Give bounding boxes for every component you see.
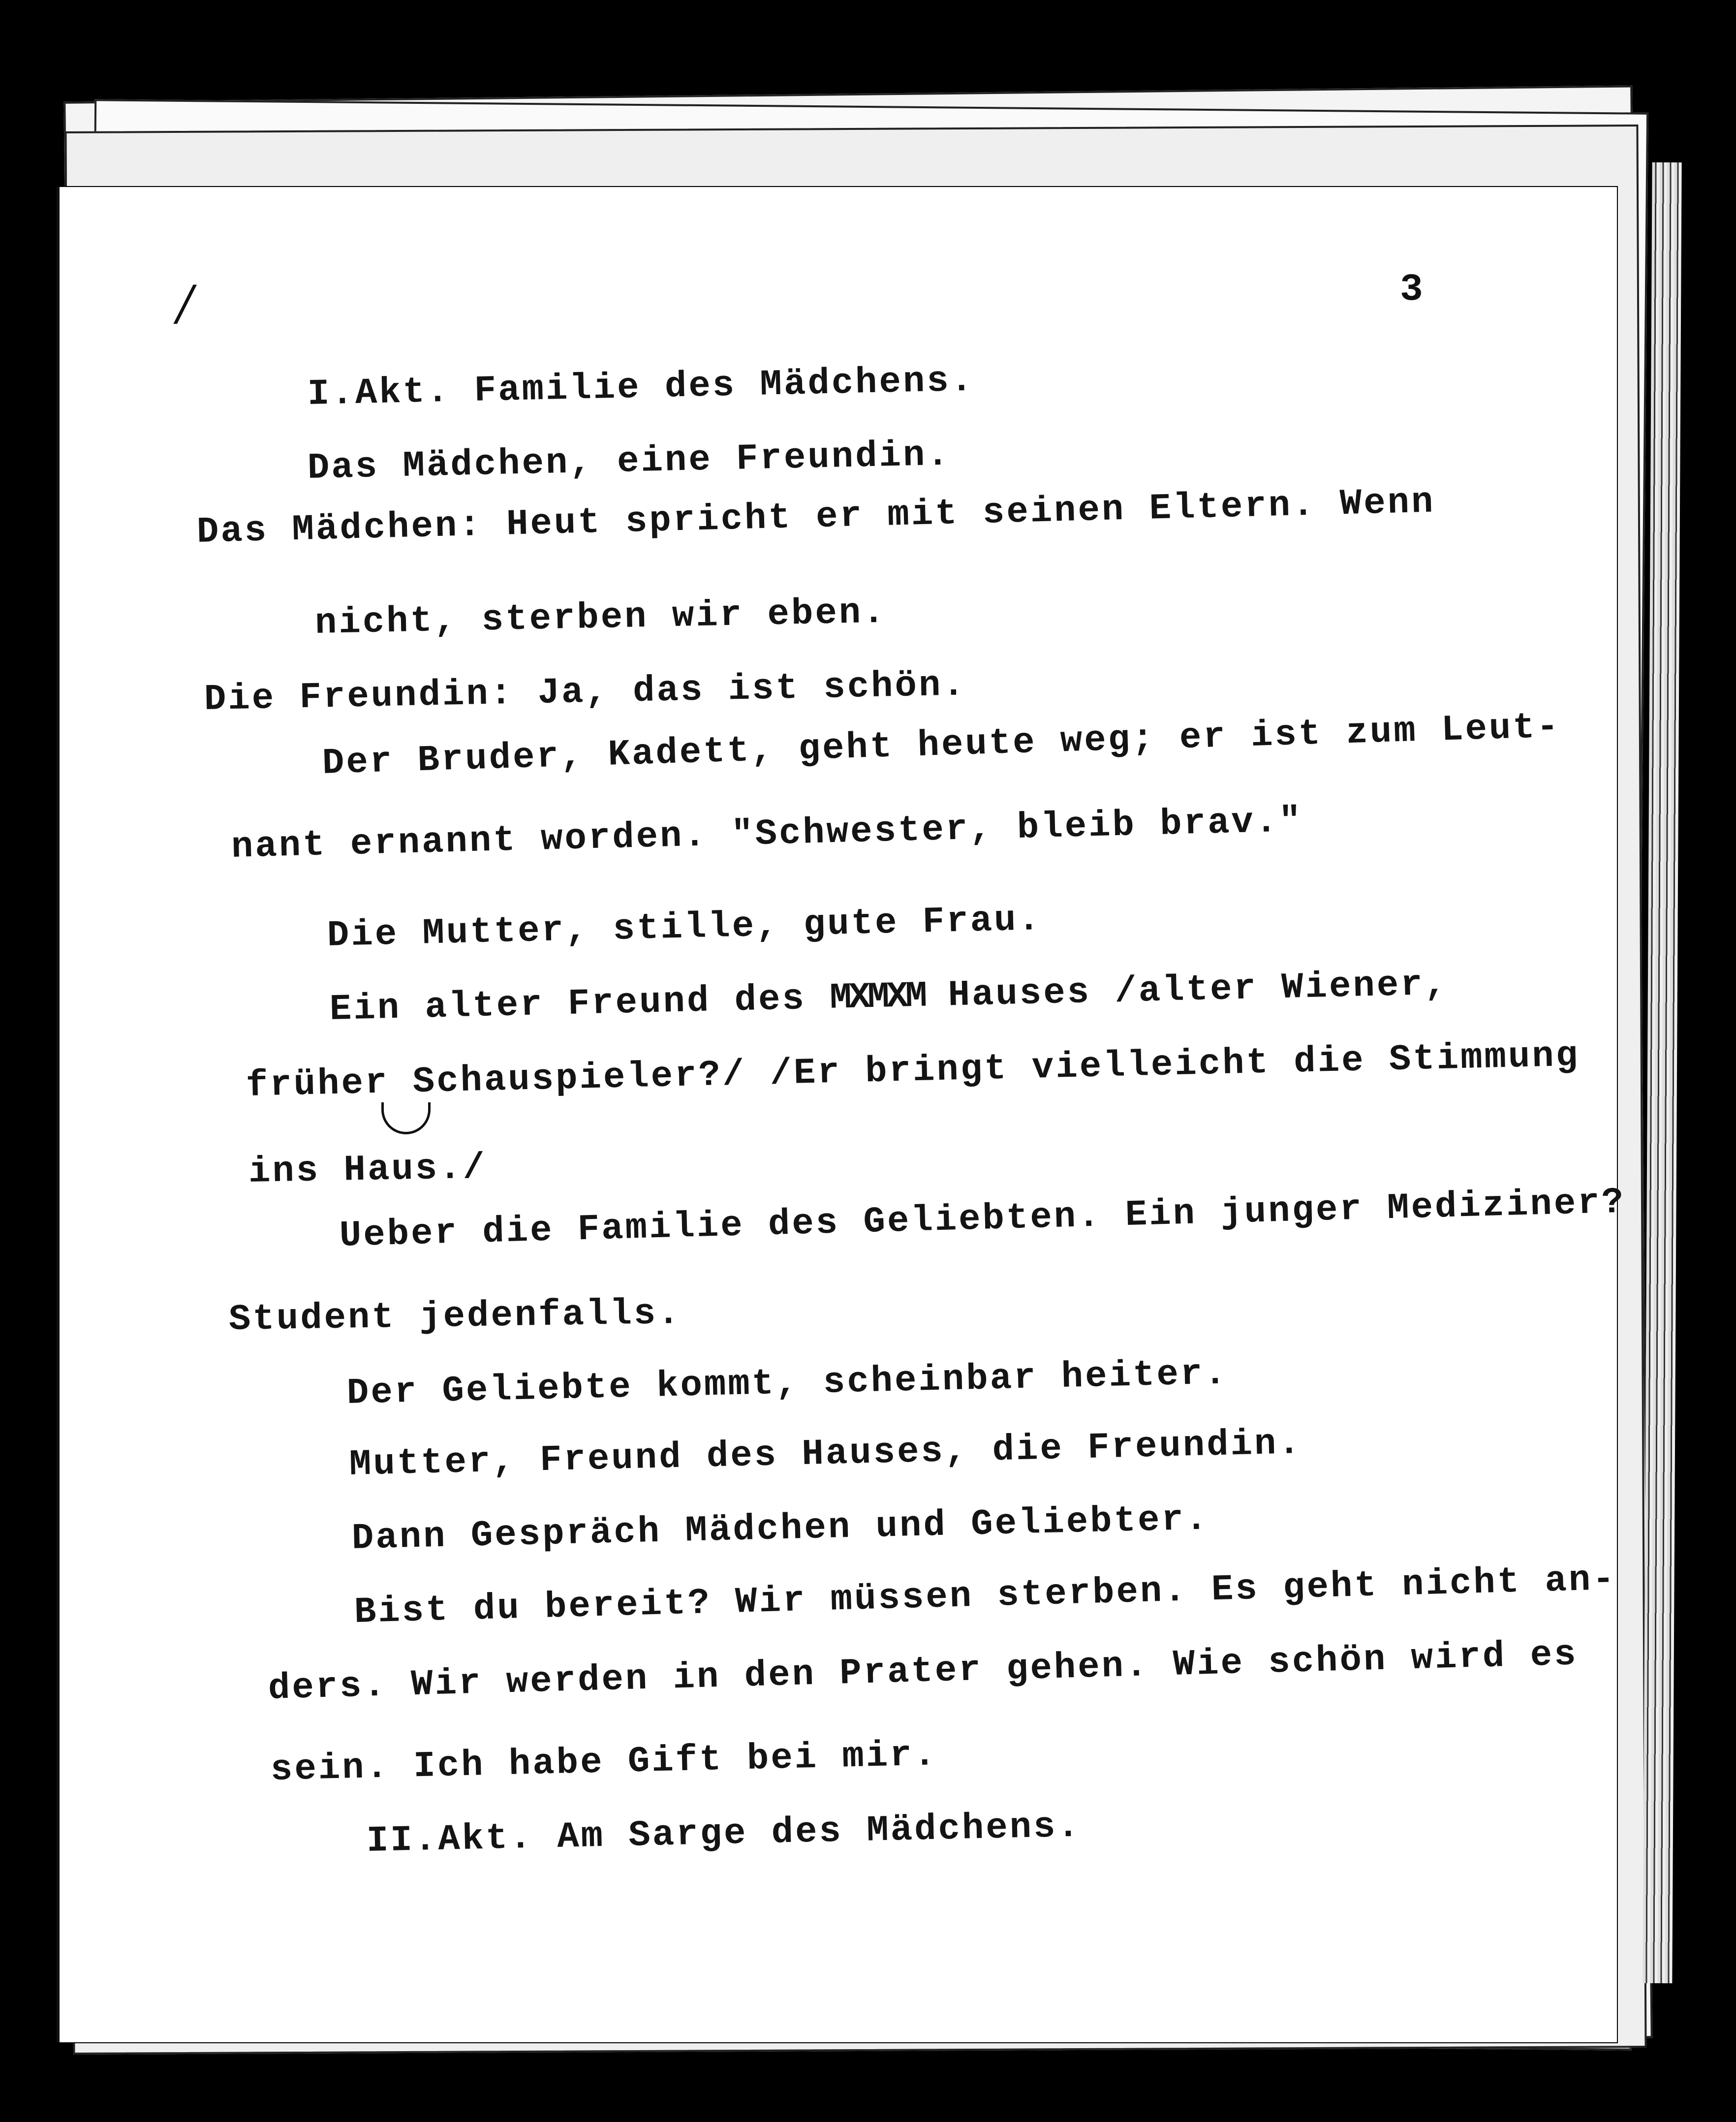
- line-text: ders. Wir werden in den Prater gehen. Wie schön wird es: [267, 1634, 1579, 1710]
- text-line: [248, 1148, 487, 1193]
- text-line: [228, 1293, 682, 1341]
- line-text: nant ernannt worden. "Schwester, bleib brav.": [230, 800, 1303, 868]
- line-text: Student jedenfalls.: [228, 1293, 682, 1341]
- line-text: Das Mädchen: Heut spricht er mit seinen Eltern. Wenn: [196, 481, 1436, 553]
- line-text: nicht, sterben wir eben.: [314, 592, 887, 644]
- line-text: Ueber die Familie des Geliebten. Ein junger Mediziner?: [339, 1182, 1626, 1257]
- line-text: Hauses /alter Wiener,: [924, 964, 1449, 1017]
- line-text: Die Freundin: Ja, das ist schön.: [204, 664, 967, 720]
- line-text: Die Mutter, stille, gute Frau.: [327, 899, 1042, 957]
- stacked-page-edges: [1643, 162, 1681, 1983]
- line-text: Der Bruder, Kadett, geht heute weg; er ist zum Leut-: [321, 706, 1561, 784]
- line-text: ins Haus./: [248, 1147, 487, 1193]
- struck-out-word: MXMXM: [829, 975, 925, 1019]
- line-text: I.Akt. Familie des Mädchens.: [307, 360, 975, 415]
- line-text: Mutter, Freund des Hauses, die Freundin.: [349, 1423, 1302, 1486]
- line-text: früher Schauspieler?/ /Er bringt vielleicht die Stimmung: [246, 1035, 1581, 1107]
- line-text: sein. Ich habe Gift bei mir.: [270, 1734, 938, 1791]
- line-text: Der Geliebte kommt, scheinbar heiter.: [346, 1353, 1229, 1414]
- line-text: Bist du bereit? Wir müssen sterben. Es geht nicht an-: [353, 1559, 1617, 1633]
- margin-mark: /: [177, 276, 193, 331]
- line-text: II.Akt. Am Sarge des Mädchens.: [366, 1806, 1082, 1862]
- line-text: Ein alter Freund des: [329, 977, 831, 1030]
- line-text: Das Mädchen, eine Freundin.: [307, 434, 951, 489]
- line-text: Dann Gespräch Mädchen und Geliebter.: [351, 1498, 1210, 1560]
- page-number: 3: [1400, 268, 1423, 312]
